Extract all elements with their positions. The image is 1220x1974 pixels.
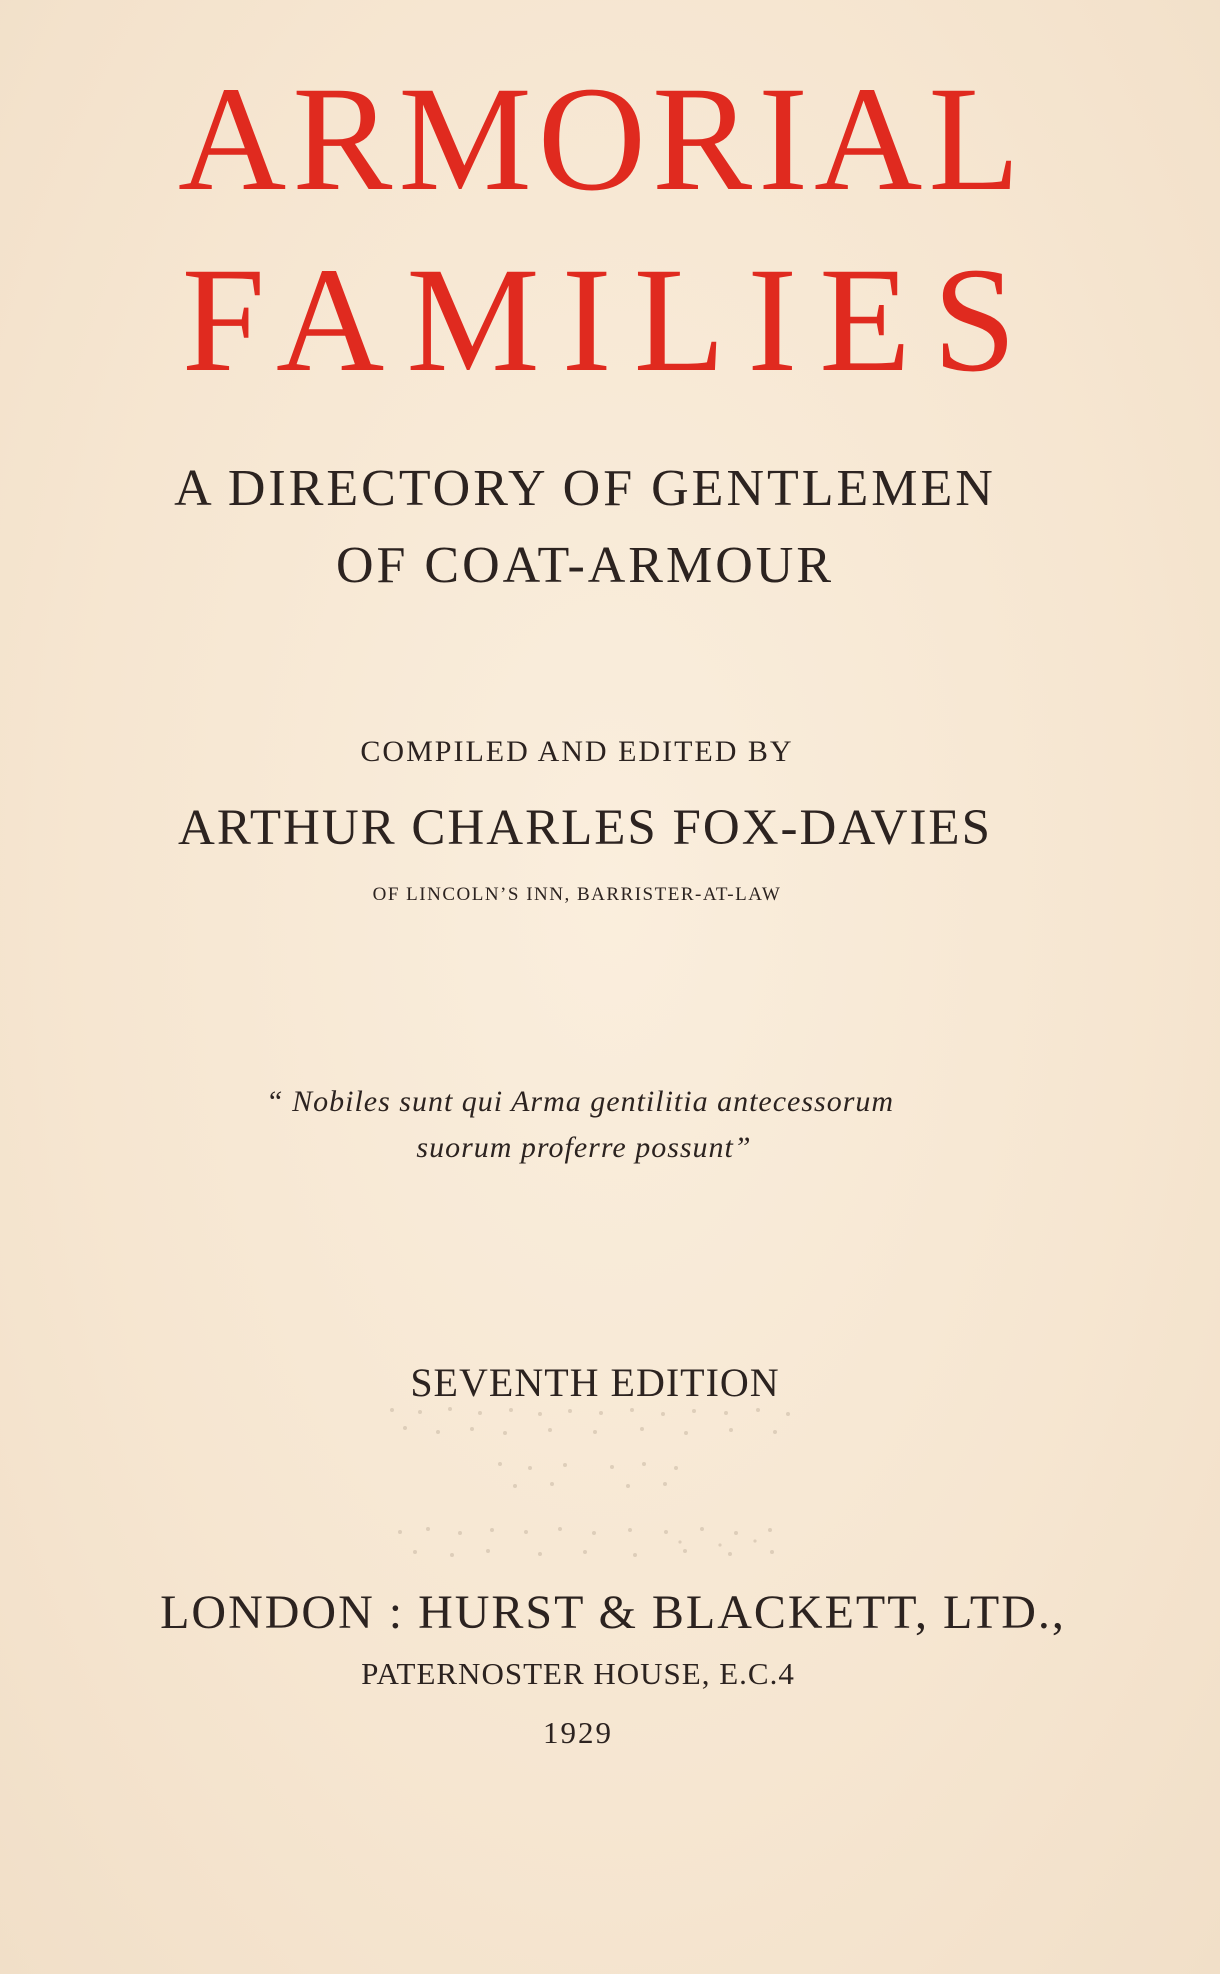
publication-year: 1929 xyxy=(543,1715,613,1750)
book-title-line-2: FAMILIES xyxy=(181,237,1039,403)
publisher-address: PATERNOSTER HOUSE, E.C.4 xyxy=(361,1656,795,1691)
motto-line-1: “ Nobiles sunt qui Arma gentilitia antecessorum xyxy=(265,1085,895,1118)
book-title-line-1: ARMORIAL xyxy=(177,56,1027,222)
author-name: ARTHUR CHARLES FOX-DAVIES xyxy=(178,800,992,856)
subtitle-line-2: OF COAT-ARMOUR xyxy=(335,537,835,594)
publisher-line: LONDON : HURST & BLACKETT, LTD., xyxy=(160,1586,1066,1639)
compiled-by-label: COMPILED AND EDITED BY xyxy=(360,735,794,768)
motto-line-2: suorum proferre possunt” xyxy=(416,1131,752,1164)
edition-label: SEVENTH EDITION xyxy=(410,1360,780,1405)
subtitle-line-1: A DIRECTORY OF GENTLEMEN xyxy=(174,460,996,517)
author-affiliation: OF LINCOLN’S INN, BARRISTER-AT-LAW xyxy=(372,884,782,905)
perforated-library-stamp xyxy=(380,1402,820,1577)
